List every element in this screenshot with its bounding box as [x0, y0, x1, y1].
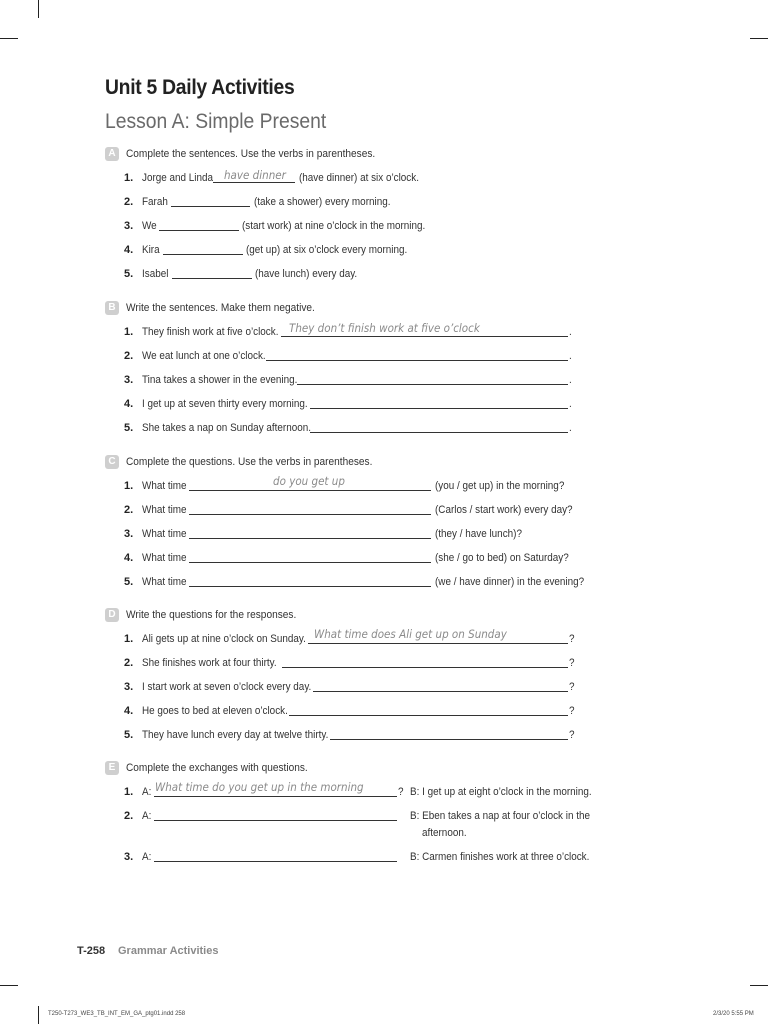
answer-blank[interactable]	[308, 643, 568, 644]
item-prompt: A:	[142, 851, 152, 863]
item-prompt: Farah	[142, 196, 168, 208]
item-number: 2.	[124, 350, 134, 362]
footer-section-label: Grammar Activities	[118, 945, 219, 957]
page-number: T-258	[77, 945, 106, 957]
item-suffix: ?	[569, 729, 575, 741]
item-number: 2.	[124, 196, 134, 208]
answer-blank[interactable]	[310, 432, 568, 433]
crop-mark	[38, 1006, 39, 1024]
item-number: 5.	[124, 576, 134, 588]
item-number: 5.	[124, 729, 134, 741]
item-number: 3.	[124, 851, 134, 863]
item-number: 2.	[124, 657, 134, 669]
item-suffix: ?	[569, 681, 575, 693]
item-number: 4.	[124, 244, 134, 256]
section-c-instruction: Complete the questions. Use the verbs in parentheses.	[126, 456, 373, 468]
item-suffix: (she / go to bed) on Saturday?	[435, 552, 569, 564]
section-badge-a: A	[105, 147, 119, 161]
exchange-response: B: I get up at eight o’clock in the morning.	[410, 786, 592, 798]
item-prompt: They finish work at five o’clock.	[142, 326, 279, 338]
item-suffix: (get up) at six o’clock every morning.	[246, 244, 408, 256]
item-prompt: What time	[142, 480, 187, 492]
section-badge-b: B	[105, 301, 119, 315]
item-number: 3.	[124, 528, 134, 540]
section-d-instruction: Write the questions for the responses.	[126, 609, 297, 621]
crop-mark	[38, 0, 39, 18]
answer-blank[interactable]	[171, 206, 250, 207]
item-prompt: We eat lunch at one o’clock.	[142, 350, 266, 362]
item-number: 2.	[124, 504, 134, 516]
answer-blank[interactable]	[154, 861, 397, 862]
item-prompt: He goes to bed at eleven o’clock.	[142, 705, 288, 717]
item-prompt: Isabel	[142, 268, 169, 280]
item-number: 1.	[124, 480, 134, 492]
item-suffix: ?	[398, 786, 404, 798]
item-number: 4.	[124, 705, 134, 717]
item-prompt: A:	[142, 810, 152, 822]
item-number: 1.	[124, 326, 134, 338]
answer-blank[interactable]	[154, 820, 397, 821]
item-number: 3.	[124, 220, 134, 232]
lesson-subtitle: Lesson A: Simple Present	[105, 110, 327, 133]
item-suffix: (they / have lunch)?	[435, 528, 522, 540]
answer-blank[interactable]	[154, 796, 397, 797]
item-suffix: (you / get up) in the morning?	[435, 480, 565, 492]
item-suffix: ?	[569, 705, 575, 717]
item-prompt: She takes a nap on Sunday afternoon.	[142, 422, 311, 434]
item-number: 3.	[124, 374, 134, 386]
item-suffix: .	[569, 422, 572, 434]
item-prompt: A:	[142, 786, 152, 798]
handwritten-answer: have dinner	[224, 168, 286, 182]
answer-blank[interactable]	[266, 360, 568, 361]
handwritten-answer: What time do you get up in the morning	[155, 780, 364, 794]
item-suffix: (have lunch) every day.	[255, 268, 358, 280]
print-slug-date: 2/3/20 5:55 PM	[713, 1011, 754, 1017]
answer-blank[interactable]	[159, 230, 239, 231]
section-badge-e: E	[105, 761, 119, 775]
handwritten-answer: They don’t finish work at five o’clock	[289, 321, 480, 335]
item-prompt: Jorge and Linda	[142, 172, 214, 184]
item-number: 2.	[124, 810, 134, 822]
exchange-response: B: Eben takes a nap at four o’clock in the	[410, 810, 590, 822]
item-prompt: Ali gets up at nine o’clock on Sunday.	[142, 633, 306, 645]
answer-blank[interactable]	[281, 336, 568, 337]
item-number: 1.	[124, 786, 134, 798]
answer-blank[interactable]	[189, 490, 431, 491]
section-badge-c: C	[105, 455, 119, 469]
answer-blank[interactable]	[282, 667, 568, 668]
section-a-instruction: Complete the sentences. Use the verbs in parentheses.	[126, 148, 376, 160]
crop-mark	[0, 38, 18, 39]
item-prompt: We	[142, 220, 157, 232]
item-suffix: (take a shower) every morning.	[254, 196, 391, 208]
answer-blank[interactable]	[213, 182, 295, 183]
answer-blank[interactable]	[313, 691, 568, 692]
item-number: 4.	[124, 398, 134, 410]
crop-mark	[0, 985, 18, 986]
item-suffix: .	[569, 350, 572, 362]
exchange-response-continued: afternoon.	[422, 827, 467, 839]
item-prompt: What time	[142, 528, 187, 540]
item-prompt: Kira	[142, 244, 160, 256]
item-number: 1.	[124, 633, 134, 645]
item-suffix: .	[569, 374, 572, 386]
handwritten-answer: do you get up	[273, 474, 345, 488]
answer-blank[interactable]	[189, 514, 431, 515]
item-prompt: What time	[142, 504, 187, 516]
answer-blank[interactable]	[189, 562, 431, 563]
item-number: 3.	[124, 681, 134, 693]
item-suffix: ?	[569, 657, 575, 669]
answer-blank[interactable]	[297, 384, 568, 385]
answer-blank[interactable]	[330, 739, 568, 740]
answer-blank[interactable]	[189, 586, 431, 587]
item-number: 5.	[124, 268, 134, 280]
item-prompt: She finishes work at four thirty.	[142, 657, 277, 669]
section-e-instruction: Complete the exchanges with questions.	[126, 762, 308, 774]
item-prompt: What time	[142, 552, 187, 564]
item-prompt: I start work at seven o’clock every day.	[142, 681, 312, 693]
item-suffix: (we / have dinner) in the evening?	[435, 576, 585, 588]
answer-blank[interactable]	[310, 408, 568, 409]
item-suffix: ?	[569, 633, 575, 645]
item-suffix: (have dinner) at six o’clock.	[299, 172, 419, 184]
item-prompt: Tina takes a shower in the evening.	[142, 374, 298, 386]
answer-blank[interactable]	[189, 538, 431, 539]
item-prompt: What time	[142, 576, 187, 588]
page-title: Unit 5 Daily Activities	[105, 76, 295, 99]
item-suffix: .	[569, 326, 572, 338]
item-number: 4.	[124, 552, 134, 564]
section-badge-d: D	[105, 608, 119, 622]
item-number: 1.	[124, 172, 134, 184]
answer-blank[interactable]	[163, 254, 243, 255]
exchange-response: B: Carmen finishes work at three o’clock.	[410, 851, 590, 863]
item-prompt: They have lunch every day at twelve thirty.	[142, 729, 329, 741]
item-number: 5.	[124, 422, 134, 434]
answer-blank[interactable]	[289, 715, 568, 716]
item-suffix: (start work) at nine o’clock in the morning.	[242, 220, 426, 232]
answer-blank[interactable]	[172, 278, 252, 279]
section-b-instruction: Write the sentences. Make them negative.	[126, 302, 315, 314]
crop-mark	[750, 38, 768, 39]
item-prompt: I get up at seven thirty every morning.	[142, 398, 308, 410]
handwritten-answer: What time does Ali get up on Sunday	[314, 627, 507, 641]
item-suffix: (Carlos / start work) every day?	[435, 504, 573, 516]
crop-mark	[750, 985, 768, 986]
print-slug-file: T250-T273_WE3_TB_INT_EM_GA_ptg01.indd 258	[48, 1011, 186, 1017]
item-suffix: .	[569, 398, 572, 410]
